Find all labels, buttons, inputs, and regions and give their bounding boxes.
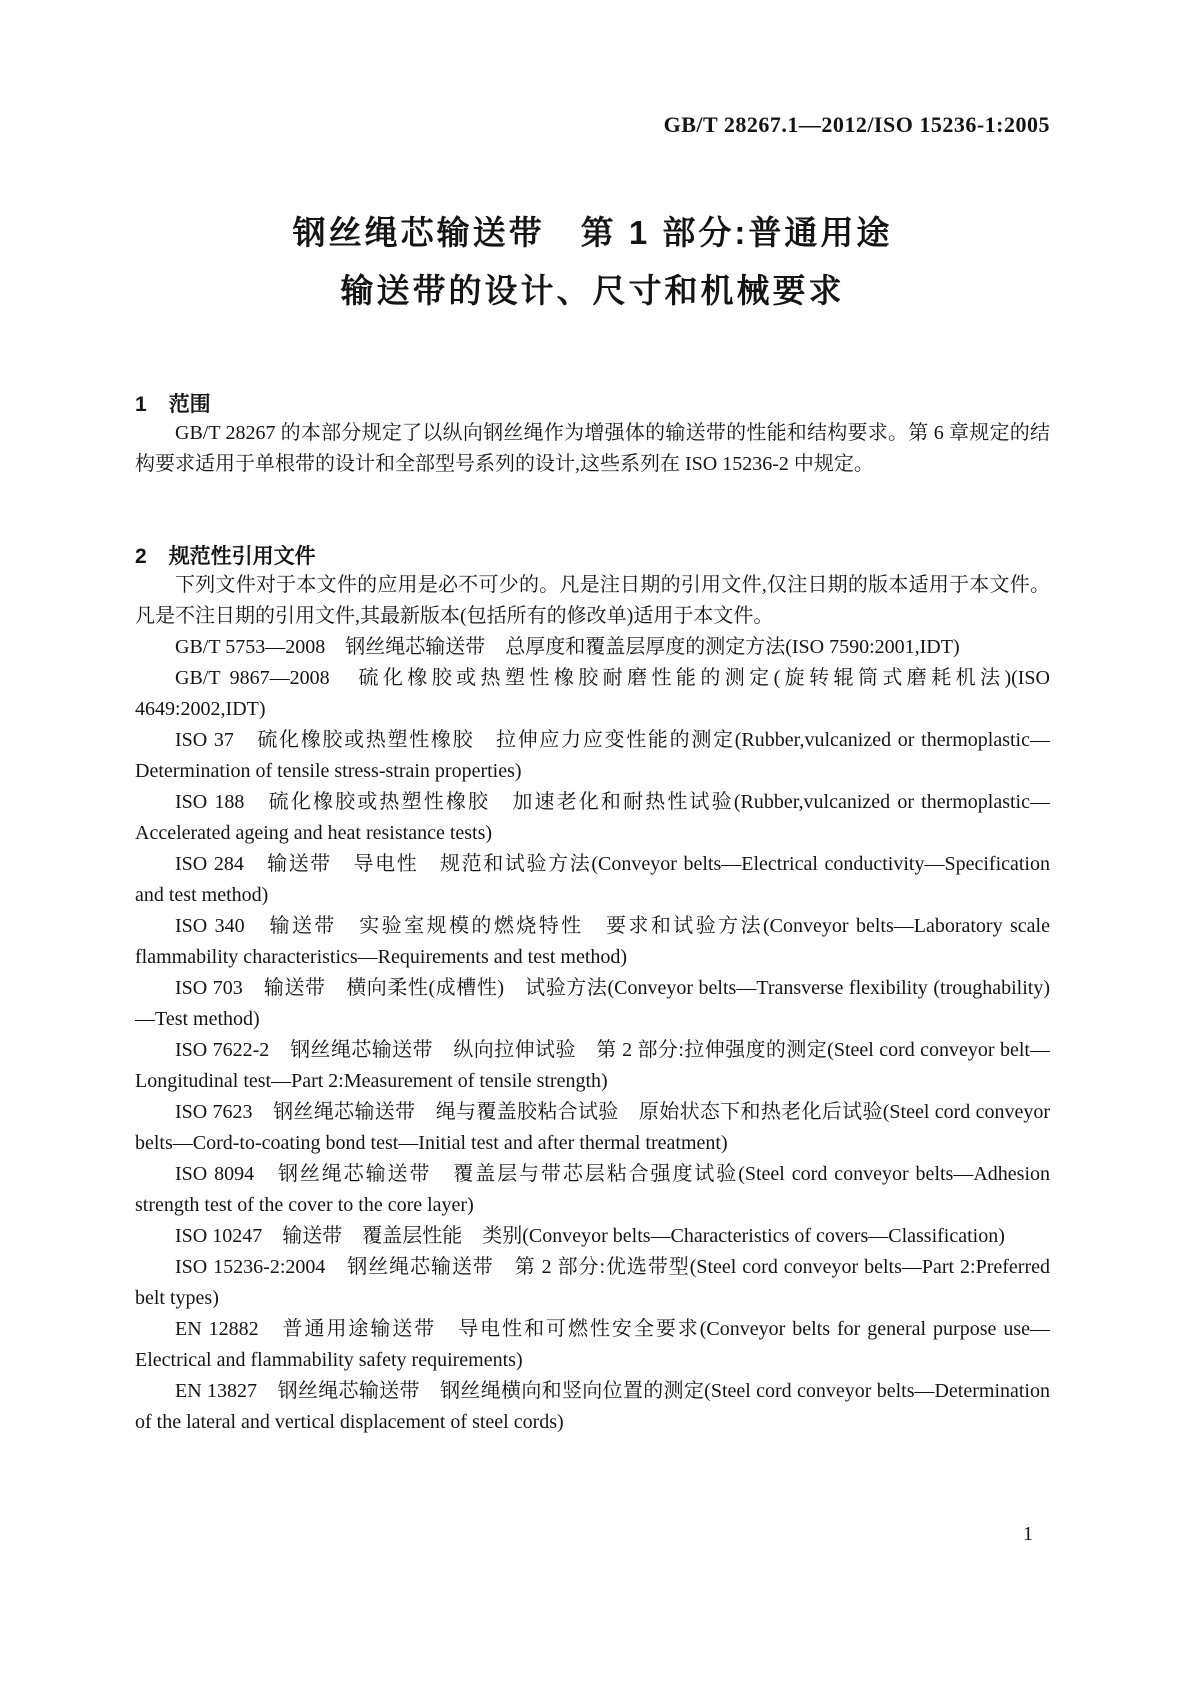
reference-item: ISO 284 输送带 导电性 规范和试验方法(Conveyor belts—Electrical conductivity—Specification and test method) (135, 853, 1050, 906)
section-2-number: 2 (135, 545, 147, 568)
section-2-title: 规范性引用文件 (168, 545, 316, 568)
reference-item: ISO 15236-2:2004 钢丝绳芯输送带 第 2 部分:优选带型(Steel cord conveyor belts—Part 2:Preferred belt types) (135, 1256, 1050, 1309)
reference-item: GB/T 5753—2008 钢丝绳芯输送带 总厚度和覆盖层厚度的测定方法(ISO 7590:2001,IDT) (175, 636, 960, 658)
normative-references-intro: 下列文件对于本文件的应用是必不可少的。凡是注日期的引用文件,仅注日期的版本适用于本文件。凡是不注日期的引用文件,其最新版本(包括所有的修改单)适用于本文件。 (135, 574, 1050, 627)
reference-item: ISO 188 硫化橡胶或热塑性橡胶 加速老化和耐热性试验(Rubber,vulcanized or thermoplastic—Accelerated ageing and heat resistance tests) (135, 791, 1050, 844)
reference-item: EN 13827 钢丝绳芯输送带 钢丝绳横向和竖向位置的测定(Steel cord conveyor belts—Determination of the lateral and vertical displacement of steel cords) (135, 1380, 1050, 1433)
reference-item: ISO 8094 钢丝绳芯输送带 覆盖层与带芯层粘合强度试验(Steel cord conveyor belts—Adhesion strength test of the cover to the core layer) (135, 1163, 1050, 1216)
reference-item: ISO 37 硫化橡胶或热塑性橡胶 拉伸应力应变性能的测定(Rubber,vulcanized or thermoplastic—Determination of tensile stress-strain properties) (135, 729, 1050, 782)
reference-item: ISO 703 输送带 横向柔性(成槽性) 试验方法(Conveyor belts—Transverse flexibility (troughability)—Test method) (135, 977, 1050, 1030)
reference-item: ISO 340 输送带 实验室规模的燃烧特性 要求和试验方法(Conveyor belts—Laboratory scale flammability characteristics—Requirements and test method) (135, 915, 1050, 968)
reference-item: GB/T 9867—2008 硫化橡胶或热塑性橡胶耐磨性能的测定(旋转辊筒式磨耗机法)(ISO 4649:2002,IDT) (135, 667, 1050, 720)
reference-item: EN 12882 普通用途输送带 导电性和可燃性安全要求(Conveyor belts for general purpose use—Electrical and flammability safety requirements) (135, 1318, 1050, 1371)
standard-code-header: GB/T 28267.1—2012/ISO 15236-1:2005 (663, 112, 1050, 137)
reference-item: ISO 7623 钢丝绳芯输送带 绳与覆盖胶粘合试验 原始状态下和热老化后试验(Steel cord conveyor belts—Cord-to-coating bond test—Initial test and after thermal treatment) (135, 1101, 1050, 1154)
normative-references-list (135, 632, 1050, 1438)
section-2-heading (135, 544, 1050, 570)
document-title (135, 204, 1050, 320)
reference-item: ISO 7622-2 钢丝绳芯输送带 纵向拉伸试验 第 2 部分:拉伸强度的测定(Steel cord conveyor belt—Longitudinal test—Part 2:Measurement of tensile strength) (135, 1039, 1050, 1092)
section-1-number: 1 (135, 393, 147, 416)
reference-item: ISO 10247 输送带 覆盖层性能 类别(Conveyor belts—Characteristics of covers—Classification) (175, 1225, 1005, 1247)
section-1-title: 范围 (168, 393, 211, 416)
document-title-line1: 钢丝绳芯输送带 第 1 部分:普通用途 (292, 214, 893, 251)
section-1-heading (135, 392, 1050, 418)
scope-paragraph: GB/T 28267 的本部分规定了以纵向钢丝绳作为增强体的输送带的性能和结构要求。第 6 章规定的结构要求适用于单根带的设计和全部型号系列的设计,这些系列在 ISO 15236-2 中规定。 (135, 422, 1050, 475)
document-title-line2: 输送带的设计、尺寸和机械要求 (340, 272, 845, 309)
page-number: 1 (1023, 1523, 1033, 1545)
